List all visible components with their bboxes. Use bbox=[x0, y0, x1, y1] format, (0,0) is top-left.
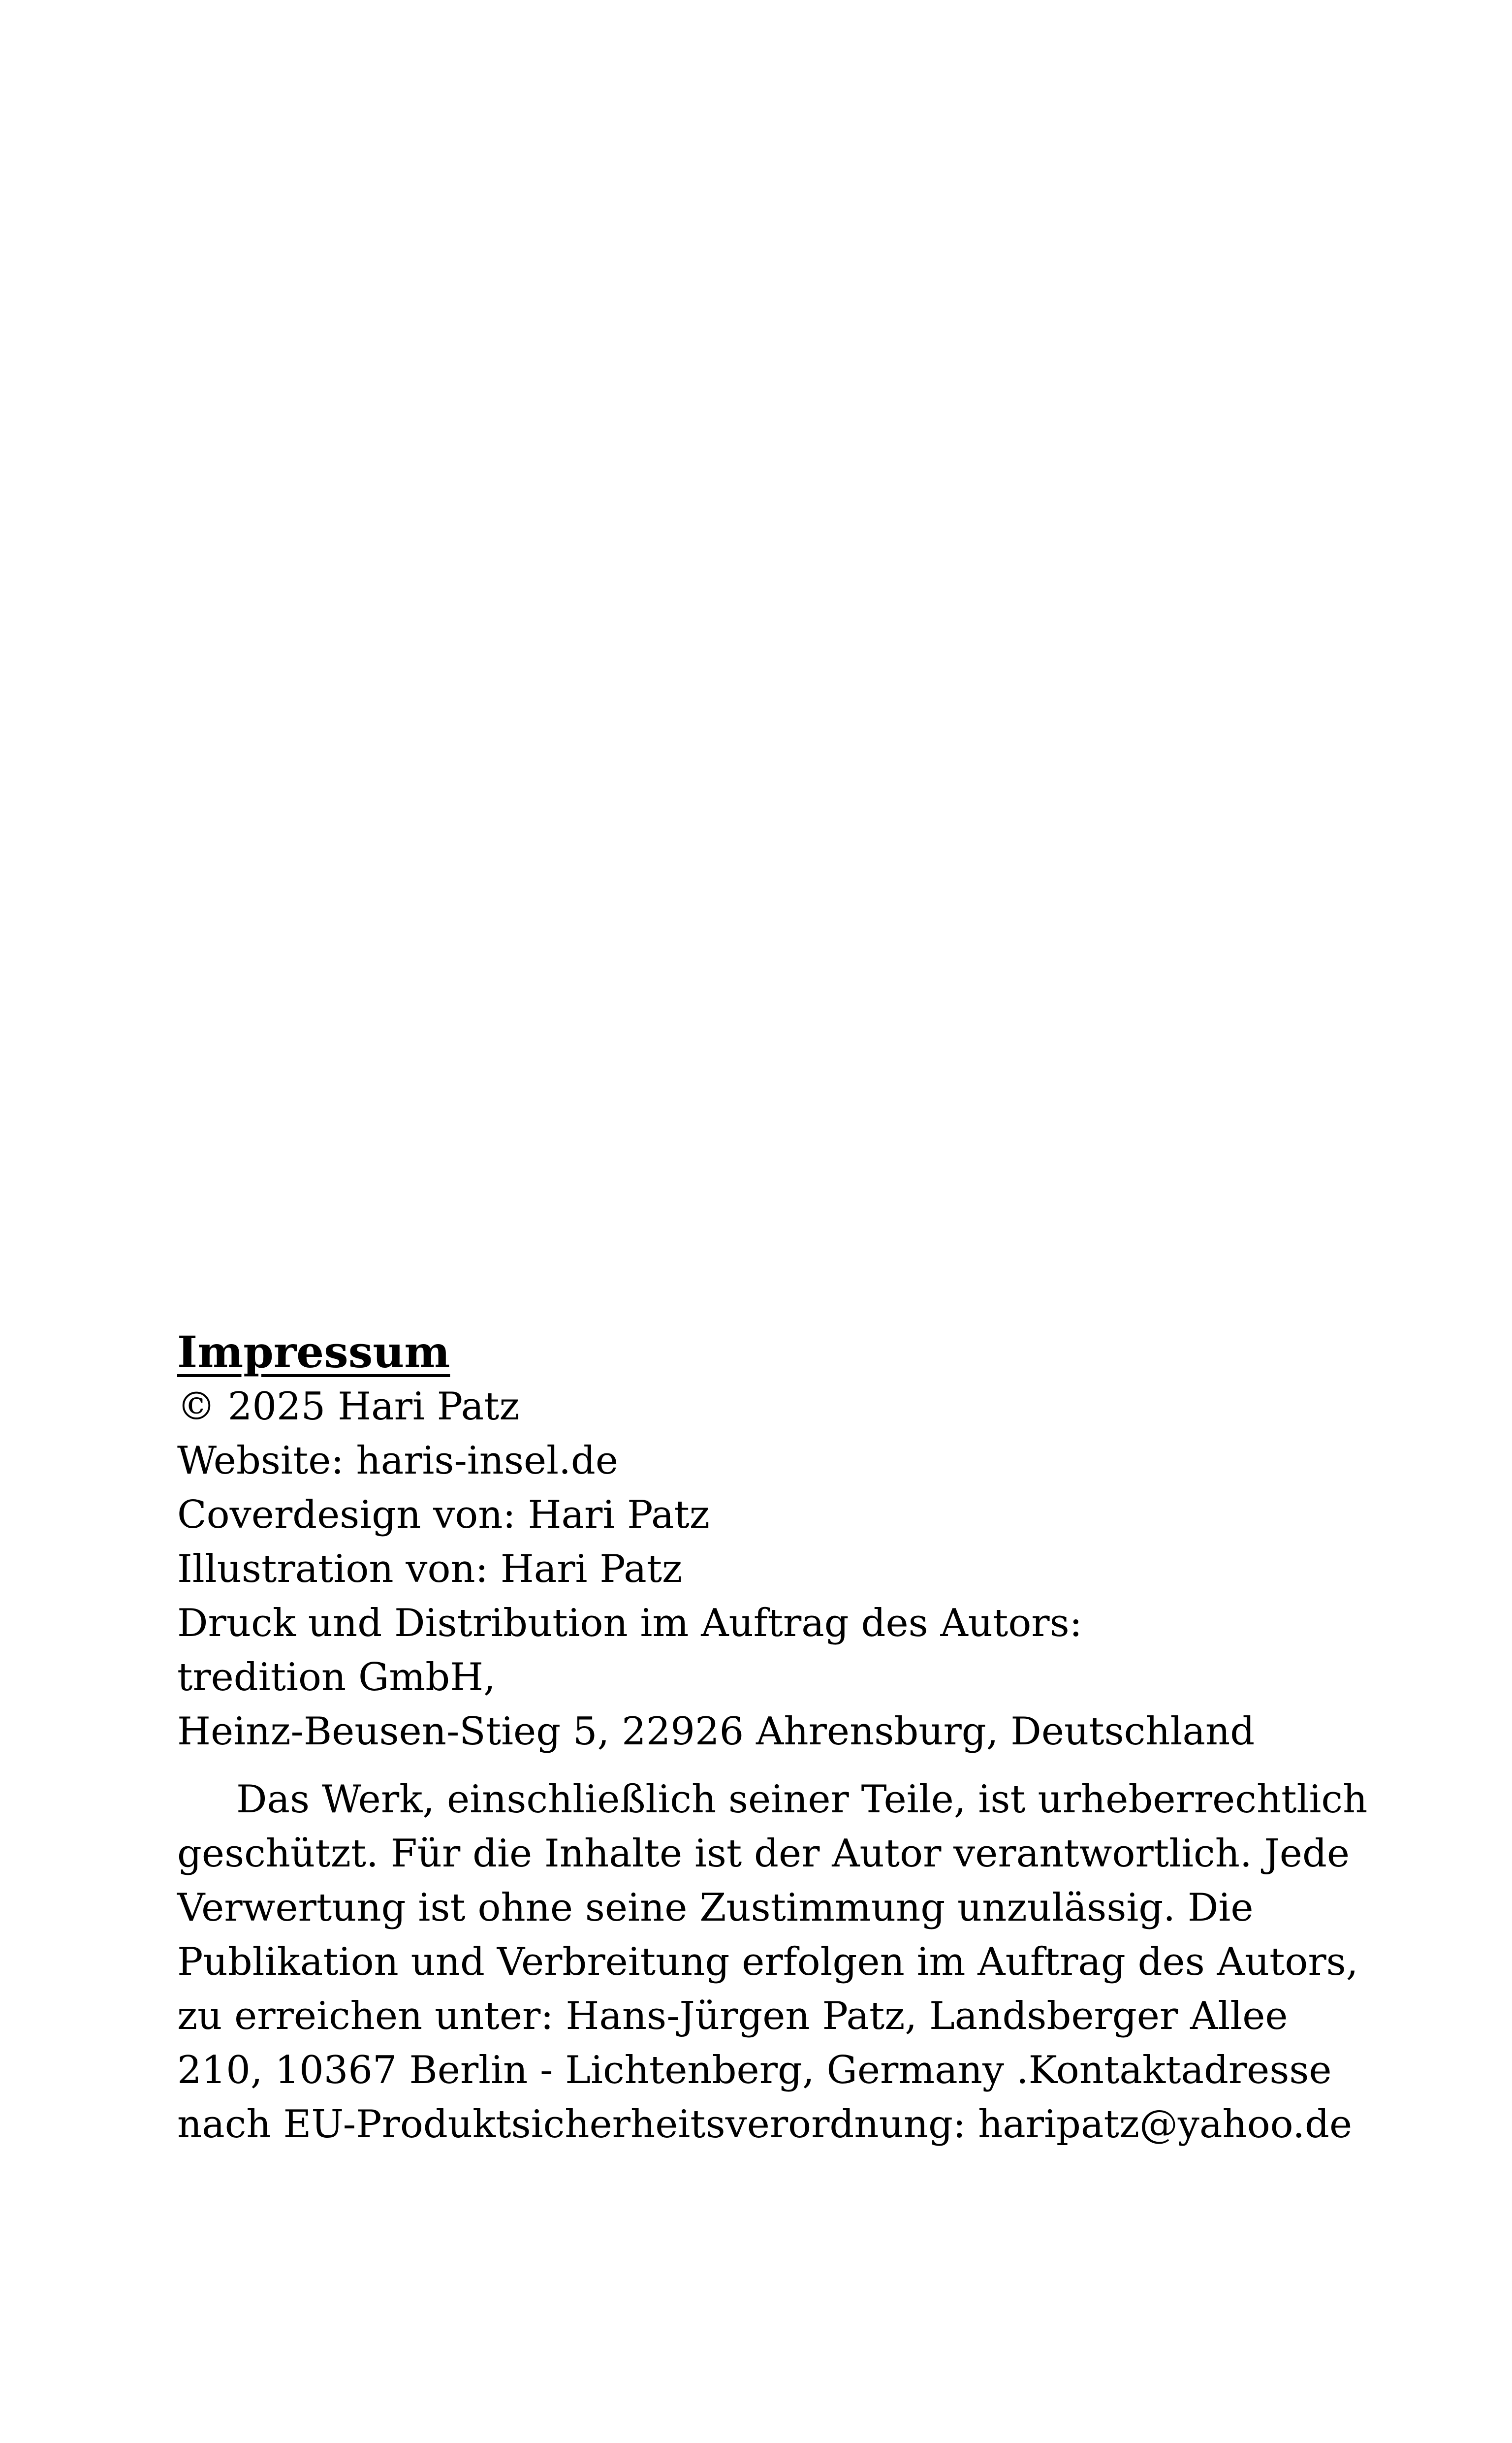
paragraph-line: 210, 10367 Berlin - Lichtenberg, Germany .Kontaktadresse bbox=[177, 2048, 1332, 2092]
website-line: Website: haris-insel.de bbox=[177, 1439, 619, 1483]
publisher-name-line: tredition GmbH, bbox=[177, 1655, 496, 1700]
paragraph-line: Verwertung ist ohne seine Zustimmung unzulässig. Die bbox=[177, 1886, 1254, 1930]
paragraph-line: zu erreichen unter: Hans-Jürgen Patz, Landsberger Allee bbox=[177, 1994, 1288, 2038]
paragraph-line: Das Werk, einschließlich seiner Teile, ist urheberrechtlich bbox=[236, 1777, 1368, 1822]
distribution-line: Druck und Distribution im Auftrag des Autors: bbox=[177, 1601, 1082, 1645]
copyright-notice-paragraph bbox=[177, 1772, 1368, 2152]
paragraph-line: Publikation und Verbreitung erfolgen im Auftrag des Autors, bbox=[177, 1940, 1358, 1984]
paragraph-line: nach EU-Produktsicherheitsverordnung: haripatz@yahoo.de bbox=[177, 2102, 1353, 2147]
copyright-line: © 2025 Hari Patz bbox=[177, 1384, 520, 1429]
impressum-heading: Impressum bbox=[177, 1326, 450, 1378]
illustration-line: Illustration von: Hari Patz bbox=[177, 1547, 683, 1591]
paragraph-line: geschützt. Für die Inhalte ist der Autor verantwortlich. Jede bbox=[177, 1832, 1350, 1876]
coverdesign-line: Coverdesign von: Hari Patz bbox=[177, 1493, 710, 1537]
publisher-address-line: Heinz-Beusen-Stieg 5, 22926 Ahrensburg, Deutschland bbox=[177, 1709, 1255, 1754]
impressum-section bbox=[177, 1324, 1368, 2152]
